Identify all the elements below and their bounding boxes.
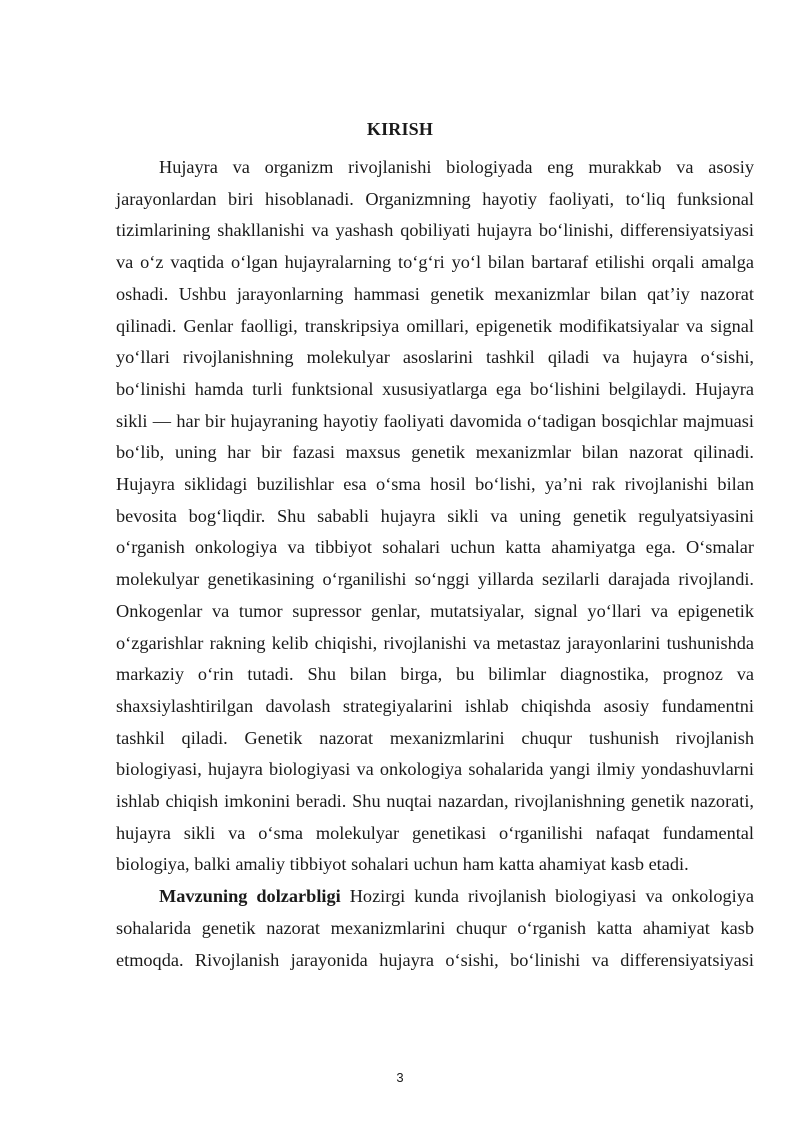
relevance-text: Hozirgi kunda rivojlanish biologiyasi va onkologiya sohalarida genetik nazorat mexanizmlarini chuqur o‘rganish katta ahamiyat kasb etmoqda. Rivojlanish jarayonida hujayra o‘sishi, bo‘linishi va differensiyatsiyasi — [116, 886, 754, 970]
section-heading: KIRISH — [366, 119, 434, 139]
relevance-paragraph — [116, 881, 754, 976]
intro-paragraph: Hujayra va organizm rivojlanishi biologiyada eng murakkab va asosiy jarayonlardan biri hisoblanadi. Organizmning hayotiy faoliyati, to‘liq funksional tizimlarining shakllanishi va yashash qobiliyati hujayra bo‘linishi, differensiyatsiyasi va o‘z vaqtida o‘lgan hujayralarning to‘g‘ri yo‘l bilan bartaraf etilishi orqali amalga oshadi. Ushbu jarayonlarning hammasi genetik mexanizmlar bilan qat’iy nazorat qilinadi. Genlar faolligi, transkripsiya omillari, epigenetik modifikatsiyalar va signal yo‘llari rivojlanishning molekulyar asoslarini tashkil qiladi va hujayra o‘sishi, bo‘linishi hamda turli funktsional xususiyatlarga ega bo‘lishini belgilaydi. Hujayra sikli — har bir hujayraning hayotiy faoliyati davomida o‘tadigan bosqichlar majmuasi bo‘lib, uning har bir fazasi maxsus genetik mexanizmlar bilan nazorat qilinadi. Hujayra siklidagi buzilishlar esa o‘sma hosil bo‘lishi, ya’ni rak rivojlanishi bilan bevosita bog‘liqdir. Shu sababli hujayra sikli va uning genetik regulyatsiyasini o‘rganish onkologiya va tibbiyot sohalari uchun katta ahamiyatga ega. O‘smalar molekulyar genetikasining o‘rganilishi so‘nggi yillarda sezilarli darajada rivojlandi. Onkogenlar va tumor supressor genlar, mutatsiyalar, signal yo‘llari va epigenetik o‘zgarishlar rakning kelib chiqishi, rivojlanishi va metastaz jarayonlarini tushunishda markaziy o‘rin tutadi. Shu bilan birga, bu bilimlar diagnostika, prognoz va shaxsiylashtirilgan davolash strategiyalarini ishlab chiqishda asosiy fundamentni tashkil qiladi. Genetik nazorat mexanizmlarini chuqur tushunish rivojlanish biologiyasi, hujayra biologiyasi va onkologiya sohalarida yangi ilmiy yondashuvlarni ishlab chiqish imkonini beradi. Shu nuqtai nazardan, rivojlanishning genetik nazorati, hujayra sikli va o‘sma molekulyar genetikasi o‘rganilishi nafaqat fundamental biologiya, balki amaliy tibbiyot sohalari uchun ham katta ahamiyat kasb etadi. — [116, 157, 754, 875]
page-number: 3 — [396, 1070, 404, 1085]
relevance-lead: Mavzuning dolzarbligi — [159, 886, 341, 907]
body-text — [116, 152, 754, 976]
